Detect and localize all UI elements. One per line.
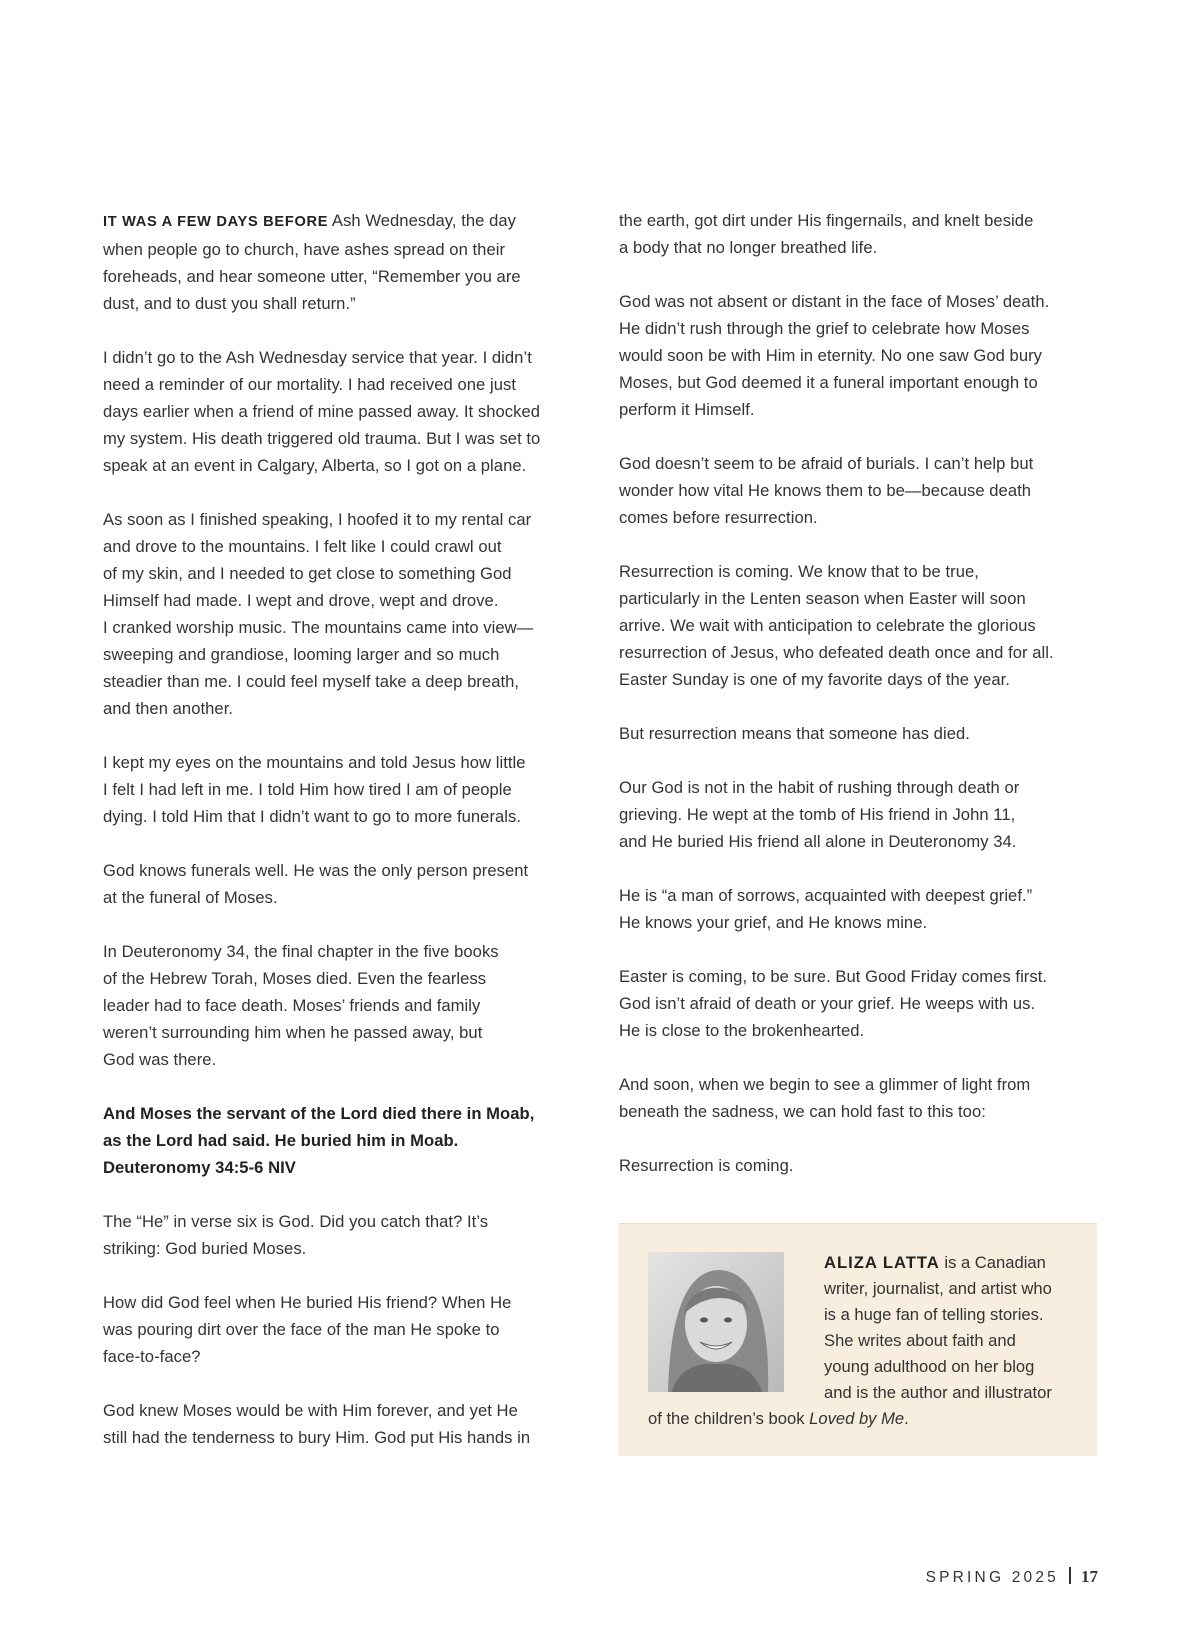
paragraph: Resurrection is coming. — [619, 1156, 794, 1175]
paragraph: the earth, got dirt under His fingernails, and knelt beside a body that no longer breathed life. — [619, 211, 1034, 257]
page-number: 17 — [1081, 1567, 1098, 1586]
scripture-quote: And Moses the servant of the Lord died there in Moab, as the Lord had said. He buried him in Moab. Deuteronomy 34:5-6 NIV — [103, 1104, 535, 1177]
paragraph: And soon, when we begin to see a glimmer of light from beneath the sadness, we can hold fast to this too: — [619, 1075, 1031, 1121]
paragraph: He is “a man of sorrows, acquainted with deepest grief.” He knows your grief, and He knows mine. — [619, 886, 1033, 932]
paragraph: But resurrection means that someone has died. — [619, 724, 970, 743]
paragraph: How did God feel when He buried His friend? When He was pouring dirt over the face of the man He spoke to face-to-face? — [103, 1293, 512, 1366]
author-bio-box — [619, 1223, 1097, 1456]
paragraph: God doesn’t seem to be afraid of burials. I can’t help but wonder how vital He knows them to be—because death comes before resurrection. — [619, 454, 1034, 527]
paragraph: God was not absent or distant in the face of Moses’ death. He didn’t rush through the grief to celebrate how Moses would soon be with Him in eternity. No one saw God bury Moses, but God deemed it a funeral important enough to perform it Himself. — [619, 292, 1050, 419]
article-column-left — [103, 207, 593, 1478]
paragraph: God knew Moses would be with Him forever, and yet He still had the tenderness to bury Him. God put His hands in — [103, 1401, 531, 1447]
lead-in: IT WAS A FEW DAYS BEFORE — [103, 214, 329, 230]
issue-season: SPRING 2025 — [925, 1569, 1059, 1586]
paragraph: The “He” in verse six is God. Did you catch that? It’s striking: God buried Moses. — [103, 1212, 489, 1258]
paragraph: In Deuteronomy 34, the final chapter in the five books of the Hebrew Torah, Moses died. Even the fearless leader had to face death. Moses’ friends and family weren’t surrounding him when he passed away, but God was there. — [103, 942, 499, 1069]
article-column-right — [619, 207, 1109, 1206]
page-footer — [926, 1567, 1098, 1587]
paragraph: IT WAS A FEW DAYS BEFORE Ash Wednesday, the day when people go to church, have ashes spread on their foreheads, and hear someone utter, “Remember you are dust, and to dust you shall return.” — [103, 211, 521, 313]
paragraph: I kept my eyes on the mountains and told Jesus how little I felt I had left in me. I told Him how tired I am of people dying. I told Him that I didn’t want to go to more funerals. — [103, 753, 526, 826]
author-name: ALIZA LATTA — [824, 1253, 940, 1272]
paragraph: Resurrection is coming. We know that to be true, particularly in the Lenten season when Easter will soon arrive. We wait with anticipation to celebrate the glorious resurrection of Jesus, who defeated death once and for all. Easter Sunday is one of my favorite days of the year. — [619, 562, 1054, 689]
paragraph: Our God is not in the habit of rushing through death or grieving. He wept at the tomb of His friend in John 11, and He buried His friend all alone in Deuteronomy 34. — [619, 778, 1020, 851]
paragraph: I didn’t go to the Ash Wednesday service that year. I didn’t need a reminder of our mortality. I had received one just days earlier when a friend of mine passed away. It shocked my system. His death triggered old trauma. But I was set to speak at an event in Calgary, Alberta, so I got on a plane. — [103, 348, 541, 475]
paragraph: As soon as I finished speaking, I hoofed it to my rental car and drove to the mountains. I felt like I could crawl out of my skin, and I needed to get close to something God Himself had made. I wept and drove, wept and drove. I cranked worship music. The mountains came into view— sweeping and grandiose, looming larger and so much steadier than me. I could feel myself take a deep breath, and then another. — [103, 510, 534, 718]
book-title: Loved by Me — [809, 1409, 905, 1428]
paragraph: Easter is coming, to be sure. But Good Friday comes first. God isn’t afraid of death or your grief. He weeps with us. He is close to the brokenhearted. — [619, 967, 1048, 1040]
author-bio-text: ALIZA LATTA is a Canadian writer, journalist, and artist who is a huge fan of telling stories. She writes about faith and young adulthood on her blog and is the author and illustrator of the children’s book Loved by Me. — [648, 1253, 1052, 1428]
footer-divider — [1069, 1567, 1071, 1584]
paragraph: God knows funerals well. He was the only person present at the funeral of Moses. — [103, 861, 529, 907]
